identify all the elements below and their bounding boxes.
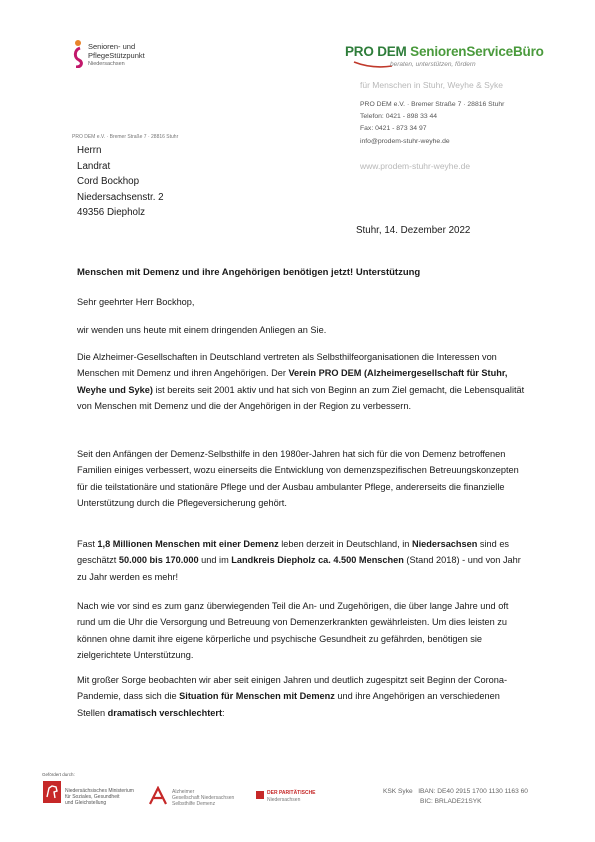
p1-text: ist bereits seit 2001 aktiv und hat sich von Beginn an zum Ziel gemacht, die Lebensqualität von Menschen mit Demenz und die der Angehörigen in der Region zu verbessern.: [77, 384, 525, 411]
paragraph-5: [77, 672, 527, 721]
ministry-text: [65, 788, 134, 806]
contact-email[interactable]: info@prodem-stuhr-weyhe.de: [360, 137, 450, 145]
letter-date: Stuhr, 14. Dezember 2022: [356, 225, 471, 236]
letter-subject: Menschen mit Demenz und ihre Angehörigen benötigen jetzt! Unterstützung: [77, 267, 421, 278]
sender-return-line: PRO DEM e.V. · Bremer Straße 7 · 28816 Stuhr: [72, 134, 179, 140]
prodem-tagline: beraten, unterstützen, fördern: [390, 61, 476, 68]
paragraph-1: [77, 349, 527, 414]
p5-bold: dramatisch verschlechtert: [107, 707, 223, 718]
website-link[interactable]: www.prodem-stuhr-weyhe.de: [360, 161, 471, 171]
ministry-line: für Soziales, Gesundheit: [65, 794, 120, 800]
ministry-line: Niedersächsisches Ministerium: [65, 788, 134, 794]
prodem-logo-name-part2: SeniorenServiceBüro: [410, 44, 544, 59]
p5-text: :: [222, 707, 225, 718]
paragraph-2: Seit den Anfängen der Demenz-Selbsthilfe in den 1980er-Jahren hat sich für die von Demenz betroffenen Familien einiges verbessert, wozu einerseits die Entwicklung von demenzspezifischen Betreuungskonzepten für die teilstationäre und stationäre Pflege und der Ausbau ambulanter Pflege, andererseits die finanzielle Unterstützung durch die Pflegeversicherung gehört.: [77, 449, 519, 508]
paragraph-3: [77, 536, 527, 585]
lower-saxony-horse-icon: [42, 780, 62, 804]
p3-bold: Landkreis Diepholz ca. 4.500 Menschen: [231, 555, 404, 566]
prodem-logo-name: [345, 44, 544, 59]
senioren-pflegestuetzpunkt-logo: [72, 36, 212, 76]
p3-bold: Niedersachsen: [411, 539, 478, 549]
contact-address: PRO DEM e.V. · Bremer Straße 7 · 28816 Stuhr: [360, 101, 505, 108]
alzheimer-line: Selbsthilfe Demenz: [172, 801, 216, 807]
intro-paragraph: wir wenden uns heute mit einem dringenden Anliegen an Sie.: [77, 325, 327, 335]
recipient-line: 49356 Diepholz: [77, 207, 146, 218]
p5-text: und ihre Angehörigen an verschiedenen Stellen: [77, 691, 500, 718]
contact-fax: Fax: 0421 - 873 34 97: [360, 125, 427, 133]
spl-logo-line3: Niedersachsen: [88, 61, 125, 67]
spl-logo-line1: Senioren- und: [88, 42, 136, 51]
bank-name: KSK Syke: [383, 788, 413, 795]
p3-text: sind es geschätzt: [77, 539, 510, 566]
contact-phone: Telefon: 0421 - 898 33 44: [360, 113, 438, 121]
recipient-line: Cord Bockhop: [77, 176, 140, 187]
bank-iban: IBAN: DE40 2915 1700 1130 1163 60: [418, 788, 528, 795]
p3-text: Fast: [77, 539, 98, 549]
p5-text: Mit großer Sorge beobachten wir aber seit einigen Jahren und deutlich zugespitzt seit Beginn der Corona-Pandemie, dass sich die: [77, 675, 508, 702]
ministry-line: und Gleichstellung: [65, 800, 107, 806]
ministry-small-label: Gefördert durch:: [42, 772, 75, 777]
alzheimer-text: [172, 789, 234, 807]
contact-block: [360, 99, 504, 148]
salutation: Sehr geehrter Herr Bockhop,: [77, 297, 195, 307]
bank-details: [383, 787, 528, 806]
paritaet-square-icon: [256, 791, 264, 799]
ministry-logo: [40, 772, 150, 812]
alzheimer-gesellschaft-logo: [148, 786, 248, 810]
p3-text: leben derzeit in Deutschland, in: [278, 539, 412, 549]
alzheimer-line: Alzheimer: [172, 789, 195, 795]
spl-logo-mark-icon: [72, 38, 86, 68]
paragraph-4: Nach wie vor sind es zum ganz überwiegenden Teil die An- und Zugehörigen, die über lange Jahre und oft rund um die Uhr die Versorgung und Betreuung von Demenzerkrankten gewährleisten. Um dies leisten zu können ohne damit ihre eigene körperliche und psychische Gesundheit zu gefährden, benötigen sie zielgerichtete Unterstützung.: [77, 601, 509, 660]
p3-text: und im: [198, 555, 232, 566]
prodem-logo-name-part1: PRO DEM: [345, 44, 407, 59]
p3-bold: 1,8 Millionen Menschen mit einer Demenz: [97, 539, 279, 549]
alzheimer-line: Gesellschaft Niedersachsen: [172, 795, 235, 801]
p5-bold: Situation für Menschen mit Demenz: [179, 691, 335, 702]
alzheimer-a-icon: [148, 786, 168, 806]
recipient-line: Herrn: [77, 145, 102, 156]
recipient-address: [77, 143, 164, 221]
prodem-logo: [345, 44, 544, 59]
p1-text: Die Alzheimer-Gesellschaften in Deutschland vertreten als Selbsthilfeorganisationen die Interessen von Menschen mit Demenz und ihren Angehörigen. Der: [77, 352, 497, 379]
recipient-line: Niedersachsenstr. 2: [77, 191, 164, 203]
paritaet-region: Niedersachsen: [267, 797, 301, 803]
spl-logo-text: [88, 42, 145, 69]
p3-bold: 50.000 bis 170.000: [118, 555, 199, 566]
paritaet-name: DER PARITÄTISCHE: [267, 790, 316, 796]
p1-bold: Verein PRO DEM (Alzheimergesellschaft für Stuhr, Weyhe und Syke): [77, 368, 508, 395]
paritaetische-logo: [256, 790, 336, 810]
bank-bic: BIC: BRLADE21SYK: [420, 797, 482, 805]
recipient-line: Landrat: [77, 160, 111, 172]
p3-text: (Stand 2018) - und von Jahr zu Jahr werden es mehr!: [77, 555, 521, 582]
prodem-subtitle: für Menschen in Stuhr, Weyhe & Syke: [360, 80, 503, 90]
spl-logo-line2: PflegeStützpunkt: [88, 51, 145, 60]
